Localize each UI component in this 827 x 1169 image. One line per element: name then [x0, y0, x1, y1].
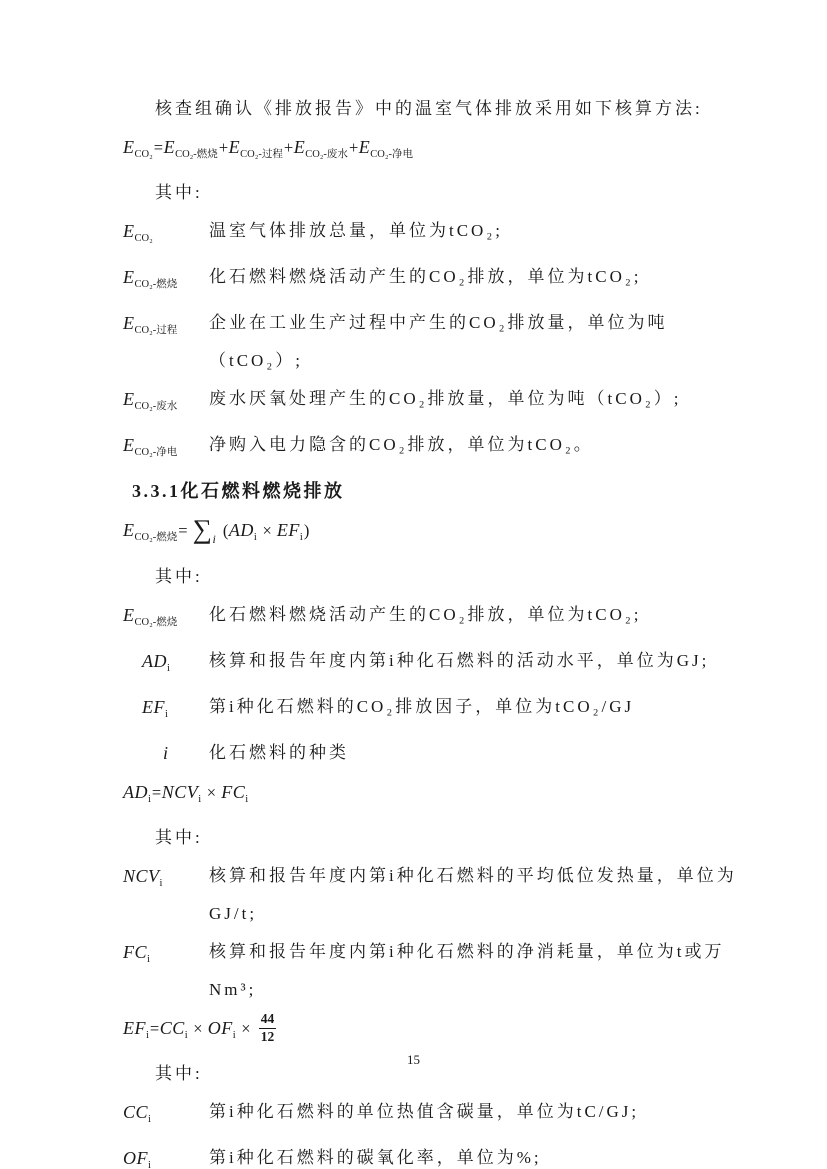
operator: +: [348, 138, 359, 157]
term-description: 第i种化石燃料的碳氧化率，单位为%;: [209, 1148, 542, 1167]
operator: ): [303, 521, 310, 540]
operator: =: [178, 521, 193, 540]
operator: ×: [188, 1019, 208, 1038]
definition-row: [123, 688, 741, 734]
term-description: 第i种化石燃料的单位热值含碳量，单位为tC/GJ;: [209, 1102, 640, 1121]
variable-symbol: CC: [123, 1102, 149, 1122]
subscript: CO₂: [134, 233, 153, 244]
subscript: i: [198, 794, 202, 805]
variable-symbol: EF: [123, 1018, 146, 1038]
document-body: [123, 90, 741, 1169]
subscript: i: [147, 954, 150, 965]
definition-row: [123, 304, 741, 380]
term-symbol: [123, 426, 209, 472]
subscript: CO₂-废水: [134, 401, 178, 412]
subscript: i: [165, 709, 168, 720]
term-symbol: [123, 688, 209, 734]
term-symbol: [123, 380, 209, 426]
term-symbol: [123, 857, 209, 933]
variable-symbol: OF: [207, 1018, 233, 1038]
subscript: i: [253, 532, 257, 543]
subscript: CO₂-废水: [305, 149, 348, 160]
fraction-denominator: 12: [260, 1028, 275, 1044]
variable-symbol: E: [123, 221, 135, 241]
variable-symbol: AD: [228, 520, 254, 540]
subscript: i: [148, 1160, 151, 1169]
term-description: 第i种化石燃料的CO₂排放因子，单位为tCO₂/GJ: [209, 697, 635, 716]
subscript: i: [245, 794, 249, 805]
variable-symbol: E: [123, 605, 135, 625]
definition-row: [123, 1139, 741, 1169]
variable-symbol: E: [228, 137, 241, 157]
formula-emission-factor: [123, 1009, 741, 1055]
term-description: 化石燃料燃烧活动产生的CO₂排放，单位为tCO₂;: [209, 267, 642, 286]
operator: +: [218, 138, 229, 157]
formula-total-emission: [123, 128, 741, 174]
variable-symbol: CC: [159, 1018, 185, 1038]
subscript: CO₂-过程: [134, 325, 178, 336]
term-symbol: [123, 212, 209, 258]
operator: =: [149, 1019, 160, 1038]
variable-symbol: E: [293, 137, 306, 157]
subscript: CO₂-燃烧: [134, 279, 178, 290]
definition-row: [123, 380, 741, 426]
variable-symbol: OF: [123, 1148, 148, 1168]
fraction: [259, 1011, 277, 1046]
definition-row: [123, 642, 741, 688]
term-symbol: [123, 1093, 209, 1139]
term-symbol: [123, 1139, 209, 1169]
term-symbol: [123, 933, 209, 1009]
subscript: CO₂-净电: [134, 447, 178, 458]
term-symbol: [123, 734, 209, 773]
variable-symbol: EF: [276, 520, 300, 540]
subscript: CO₂-燃烧: [134, 532, 178, 543]
subscript: i: [148, 1114, 151, 1125]
subscript: i: [167, 663, 170, 674]
definition-row: [123, 426, 741, 472]
qizhong-label: 其中:: [155, 183, 203, 202]
subscript: CO₂-净电: [370, 149, 413, 160]
term-description: 核算和报告年度内第i种化石燃料的净消耗量，单位为t或万Nm³;: [209, 942, 725, 999]
definition-row: [123, 1093, 741, 1139]
subscript: i: [148, 794, 151, 805]
term-description: 核算和报告年度内第i种化石燃料的平均低位发热量，单位为GJ/t;: [209, 866, 737, 923]
variable-symbol: NCV: [123, 866, 160, 886]
subscript: CO₂-燃烧: [175, 149, 218, 160]
subscript: CO₂-燃烧: [134, 617, 178, 628]
variable-symbol: i: [163, 743, 169, 763]
definition-row: [123, 596, 741, 642]
term-description: 化石燃料的种类: [209, 743, 349, 762]
variable-symbol: AD: [142, 651, 167, 671]
variable-symbol: NCV: [161, 782, 199, 802]
page-number: 15: [407, 1052, 420, 1067]
variable-symbol: EF: [142, 697, 165, 717]
variable-symbol: E: [123, 313, 135, 333]
variable-symbol: E: [123, 267, 135, 287]
formula-combustion-sum: [123, 510, 741, 558]
subscript: i: [159, 878, 163, 889]
definition-row: [123, 212, 741, 258]
subscript: i: [212, 532, 217, 546]
subscript: i: [146, 1030, 149, 1041]
operator: (: [218, 521, 229, 540]
term-symbol: [123, 596, 209, 642]
definition-row: [123, 734, 741, 773]
subscript: i: [232, 1030, 236, 1041]
definition-row: [123, 857, 741, 933]
operator: +: [283, 138, 294, 157]
section-heading: 3.3.1化石燃料燃烧排放: [132, 481, 345, 501]
term-symbol: [123, 304, 209, 380]
operator: =: [151, 783, 162, 802]
subscript: CO₂-过程: [240, 149, 283, 160]
term-description: 核算和报告年度内第i种化石燃料的活动水平，单位为GJ;: [209, 651, 710, 670]
variable-symbol: E: [358, 137, 371, 157]
variable-symbol: FC: [221, 782, 246, 802]
operator: =: [153, 138, 164, 157]
formula-activity-level: [123, 773, 741, 819]
variable-symbol: E: [163, 137, 176, 157]
definition-row: [123, 258, 741, 304]
subscript: CO₂: [134, 149, 153, 160]
qizhong-label: 其中:: [155, 567, 203, 586]
operator: ×: [257, 521, 277, 540]
variable-symbol: E: [123, 520, 135, 540]
operator: ×: [202, 783, 222, 802]
subscript: i: [299, 532, 303, 543]
variable-symbol: E: [123, 435, 135, 455]
qizhong-label: 其中:: [155, 1064, 203, 1083]
sigma-symbol: ∑: [192, 514, 213, 544]
term-symbol: [123, 642, 209, 688]
term-description: 化石燃料燃烧活动产生的CO₂排放，单位为tCO₂;: [209, 605, 642, 624]
term-description: 废水厌氧处理产生的CO₂排放量，单位为吨（tCO₂）;: [209, 389, 682, 408]
operator: ×: [236, 1019, 256, 1038]
definition-row: [123, 933, 741, 1009]
variable-symbol: E: [123, 389, 135, 409]
term-description: 温室气体排放总量，单位为tCO₂;: [209, 221, 503, 240]
variable-symbol: E: [123, 137, 135, 157]
qizhong-label: 其中:: [155, 828, 203, 847]
intro-paragraph: 核查组确认《排放报告》中的温室气体排放采用如下核算方法:: [155, 99, 703, 118]
variable-symbol: AD: [123, 782, 148, 802]
subscript: i: [184, 1030, 188, 1041]
fraction-numerator: 44: [259, 1011, 277, 1029]
term-description: 净购入电力隐含的CO₂排放，单位为tCO₂。: [209, 435, 594, 454]
term-description: 企业在工业生产过程中产生的CO₂排放量，单位为吨（tCO₂）;: [209, 313, 668, 370]
term-symbol: [123, 258, 209, 304]
variable-symbol: FC: [123, 942, 148, 962]
